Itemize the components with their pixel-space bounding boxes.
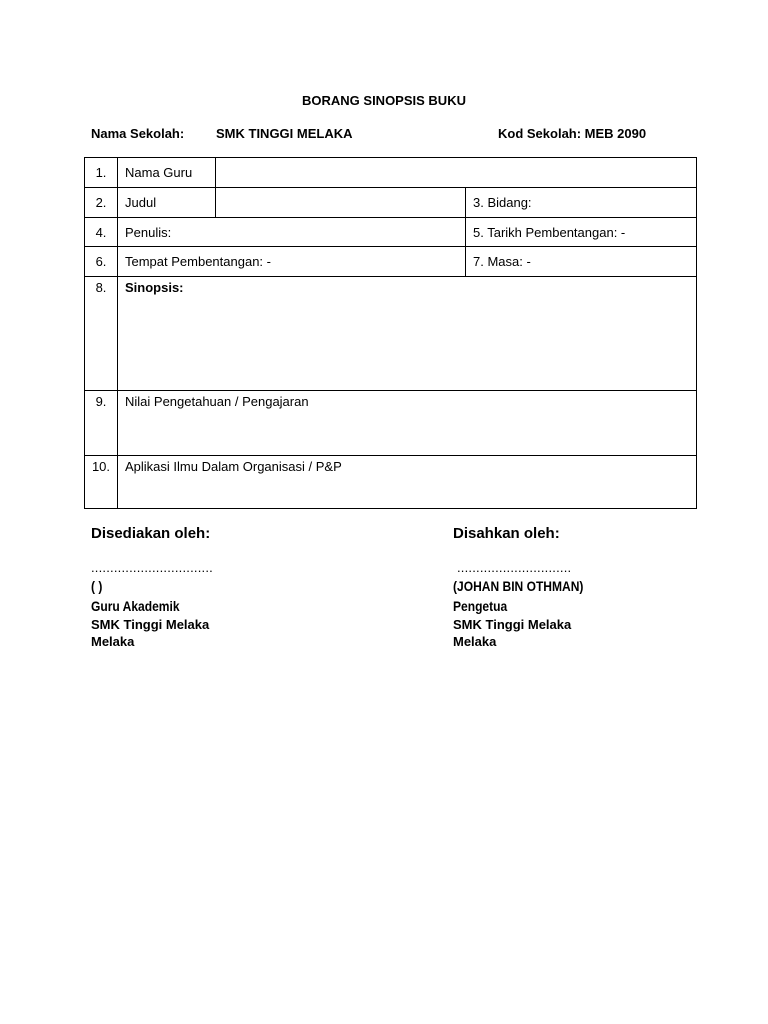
prepared-by-name: ( ) bbox=[91, 578, 103, 594]
approved-by-state: Melaka bbox=[453, 634, 497, 649]
venue-label: Tempat Pembentangan: - bbox=[118, 247, 466, 277]
knowledge-value-label[interactable]: Nilai Pengetahuan / Pengajaran bbox=[118, 391, 697, 456]
presentation-date-label: 5. Tarikh Pembentangan: - bbox=[466, 218, 697, 247]
form-row-teacher-name bbox=[85, 158, 697, 188]
row-number: 8. bbox=[85, 277, 118, 391]
form-title: BORANG SINOPSIS BUKU bbox=[302, 93, 466, 108]
form-row-venue bbox=[85, 247, 697, 277]
form-row-knowledge-value bbox=[85, 391, 697, 456]
teacher-name-field[interactable] bbox=[216, 158, 697, 188]
time-label: 7. Masa: - bbox=[466, 247, 697, 277]
prepared-by-state: Melaka bbox=[91, 634, 135, 649]
school-code: Kod Sekolah: MEB 2090 bbox=[498, 126, 647, 141]
approved-by-signature-line: .............................. bbox=[457, 560, 572, 575]
synopsis-label[interactable]: Sinopsis: bbox=[118, 277, 697, 391]
synopsis-form-table bbox=[84, 157, 697, 509]
prepared-by-role: Guru Akademik bbox=[91, 598, 180, 614]
row-number: 1. bbox=[85, 158, 118, 188]
author-label: Penulis: bbox=[118, 218, 466, 247]
school-name-label: Nama Sekolah: bbox=[91, 126, 185, 141]
row-number: 4. bbox=[85, 218, 118, 247]
application-label[interactable]: Aplikasi Ilmu Dalam Organisasi / P&P bbox=[118, 456, 697, 509]
school-name-value: SMK TINGGI MELAKA bbox=[216, 126, 353, 141]
row-number: 9. bbox=[85, 391, 118, 456]
prepared-by-heading: Disediakan oleh: bbox=[91, 525, 211, 542]
book-title-field[interactable] bbox=[216, 188, 466, 218]
form-row-application bbox=[85, 456, 697, 509]
prepared-by-school: SMK Tinggi Melaka bbox=[91, 617, 210, 632]
row-number: 6. bbox=[85, 247, 118, 277]
approved-by-role: Pengetua bbox=[453, 598, 508, 614]
book-title-label: Judul bbox=[118, 188, 216, 218]
prepared-by-signature-line: ................................ bbox=[91, 560, 213, 575]
row-number: 2. bbox=[85, 188, 118, 218]
teacher-name-label: Nama Guru bbox=[118, 158, 216, 188]
form-row-author bbox=[85, 218, 697, 247]
approved-by-name: (JOHAN BIN OTHMAN) bbox=[453, 578, 584, 594]
row-number: 10. bbox=[85, 456, 118, 509]
form-row-title bbox=[85, 188, 697, 218]
form-row-synopsis bbox=[85, 277, 697, 391]
approved-by-school: SMK Tinggi Melaka bbox=[453, 617, 572, 632]
field-label: 3. Bidang: bbox=[466, 188, 697, 218]
approved-by-heading: Disahkan oleh: bbox=[453, 525, 560, 542]
